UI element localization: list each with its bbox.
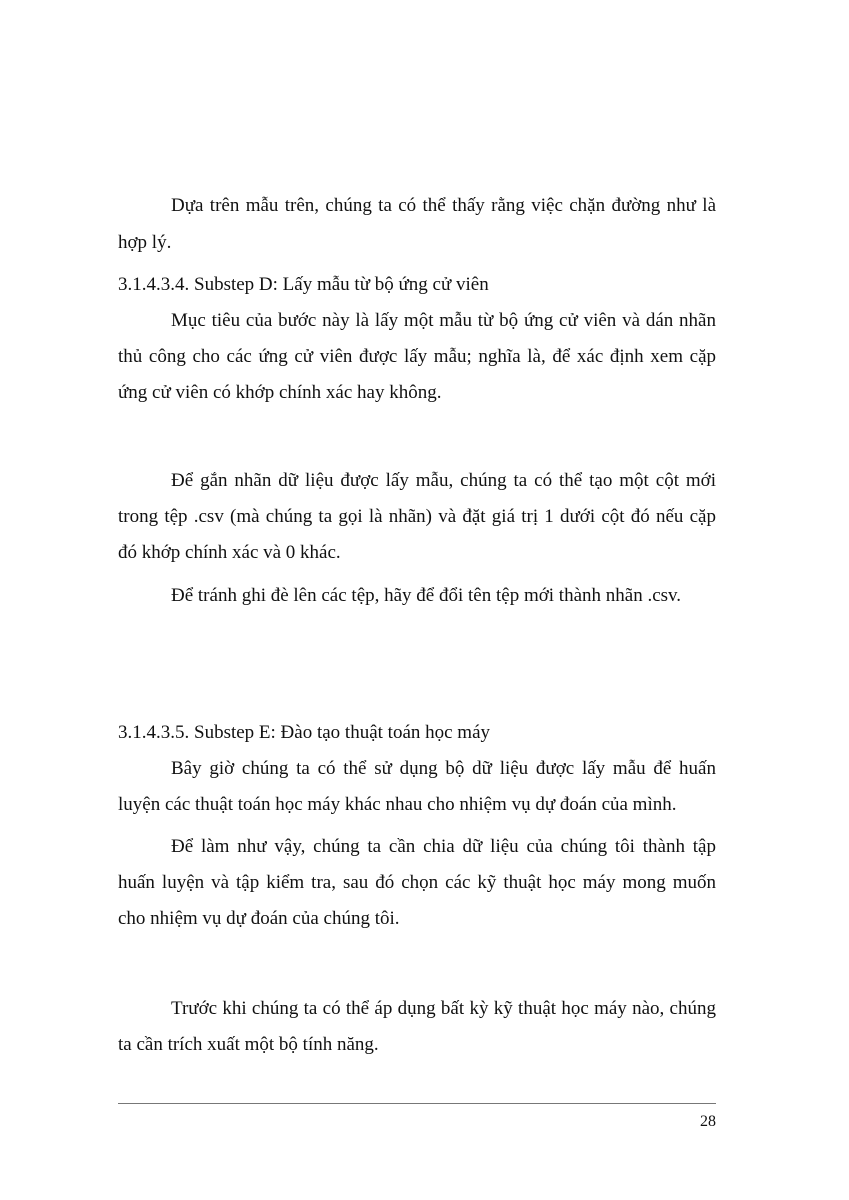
page-number: 28 bbox=[700, 1113, 716, 1130]
paragraph-line: luyện các thuật toán học máy khác nhau cho nhiệm vụ dự đoán của mình. bbox=[118, 794, 677, 815]
paragraph-line: đó khớp chính xác và 0 khác. bbox=[118, 542, 341, 563]
paragraph-line: ta cần trích xuất một bộ tính năng. bbox=[118, 1034, 379, 1055]
paragraph-line: Để làm như vậy, chúng ta cần chia dữ liệu của chúng tôi thành tập bbox=[171, 836, 716, 857]
paragraph-line: thủ công cho các ứng cử viên được lấy mẫu; nghĩa là, để xác định xem cặp bbox=[118, 346, 716, 367]
paragraph-line: Mục tiêu của bước này là lấy một mẫu từ bộ ứng cử viên và dán nhãn bbox=[171, 310, 716, 331]
section-heading-substep-e: 3.1.4.3.5. Substep E: Đào tạo thuật toán học máy bbox=[118, 722, 491, 743]
paragraph-line: cho nhiệm vụ dự đoán của chúng tôi. bbox=[118, 908, 400, 929]
paragraph-line: Bây giờ chúng ta có thể sử dụng bộ dữ liệu được lấy mẫu để huấn bbox=[171, 758, 716, 779]
paragraph-line: huấn luyện và tập kiểm tra, sau đó chọn các kỹ thuật học máy mong muốn bbox=[118, 872, 716, 893]
paragraph-line: Dựa trên mẫu trên, chúng ta có thể thấy rằng việc chặn đường như là bbox=[171, 195, 716, 216]
paragraph-line: Để tránh ghi đè lên các tệp, hãy để đổi tên tệp mới thành nhãn .csv. bbox=[171, 585, 682, 606]
paragraph-line: Để gắn nhãn dữ liệu được lấy mẫu, chúng ta có thể tạo một cột mới bbox=[171, 470, 716, 491]
paragraph-line: hợp lý. bbox=[118, 232, 172, 253]
section-heading-substep-d: 3.1.4.3.4. Substep D: Lấy mẫu từ bộ ứng cử viên bbox=[118, 274, 489, 295]
paragraph-line: trong tệp .csv (mà chúng ta gọi là nhãn) và đặt giá trị 1 dưới cột đó nếu cặp bbox=[118, 506, 716, 527]
paragraph-line: ứng cử viên có khớp chính xác hay không. bbox=[118, 382, 442, 403]
paragraph-line: Trước khi chúng ta có thể áp dụng bất kỳ kỹ thuật học máy nào, chúng bbox=[171, 998, 716, 1019]
footer-divider bbox=[118, 1103, 716, 1104]
